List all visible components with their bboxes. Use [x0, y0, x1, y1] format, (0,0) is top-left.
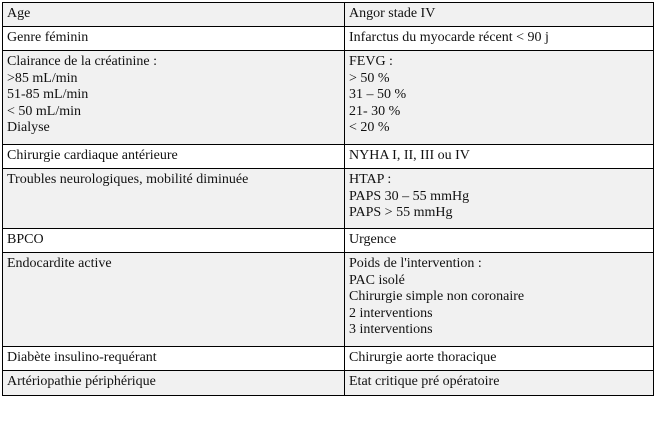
right-cell: [345, 27, 654, 51]
cell-line: Chirurgie cardiaque antérieure: [7, 148, 178, 163]
cell-line: PAPS > 55 mmHg: [349, 205, 453, 220]
left-cell: [3, 253, 345, 347]
left-cell: [3, 347, 345, 371]
cell-line: Urgence: [349, 232, 397, 247]
cell-line: HTAP :: [349, 172, 392, 187]
table-row: [3, 347, 654, 371]
cell-line: Clairance de la créatinine :: [7, 54, 158, 69]
cell-line: < 20 %: [349, 120, 390, 135]
right-cell: [345, 169, 654, 229]
left-cell: [3, 145, 345, 169]
table-row: [3, 27, 654, 51]
right-cell: [345, 253, 654, 347]
left-cell: [3, 229, 345, 253]
cell-line: Genre féminin: [7, 30, 89, 45]
cell-line: < 50 mL/min: [7, 103, 82, 119]
left-cell: [3, 169, 345, 229]
cell-line: 21- 30 %: [349, 103, 401, 119]
cell-line: Chirurgie aorte thoracique: [349, 350, 497, 365]
left-cell: [3, 371, 345, 396]
table-row: [3, 145, 654, 169]
cell-line: Age: [7, 6, 31, 21]
right-cell: [345, 347, 654, 371]
cell-line: > 50 %: [349, 70, 390, 86]
table-row: [3, 51, 654, 145]
cell-line: Infarctus du myocarde récent < 90 j: [349, 30, 549, 45]
right-cell: [345, 229, 654, 253]
right-cell: [345, 51, 654, 145]
cell-line: NYHA I, II, III ou IV: [349, 148, 470, 163]
cell-line: Endocardite active: [7, 256, 112, 271]
cell-line: PAPS 30 – 55 mmHg: [349, 188, 470, 204]
cell-line: Troubles neurologiques, mobilité diminuée: [7, 172, 249, 187]
cell-line: >85 mL/min: [7, 70, 78, 86]
cell-line: 51-85 mL/min: [7, 87, 89, 102]
risk-factors-table: [2, 2, 654, 396]
cell-line: Angor stade IV: [349, 6, 436, 21]
right-cell: [345, 145, 654, 169]
table-row: [3, 3, 654, 27]
right-cell: [345, 371, 654, 396]
cell-line: 31 – 50 %: [349, 87, 407, 102]
cell-line: Poids de l'intervention :: [349, 256, 482, 271]
cell-line: FEVG :: [349, 54, 393, 69]
cell-line: 2 interventions: [349, 305, 433, 321]
left-cell: [3, 3, 345, 27]
cell-line: PAC isolé: [349, 272, 405, 288]
cell-line: BPCO: [7, 232, 44, 247]
cell-line: Etat critique pré opératoire: [349, 374, 500, 389]
cell-line: 3 interventions: [349, 322, 433, 337]
cell-line: Artériopathie périphérique: [7, 374, 156, 389]
table-row: [3, 229, 654, 253]
left-cell: [3, 51, 345, 145]
left-cell: [3, 27, 345, 51]
cell-line: Dialyse: [7, 120, 50, 135]
cell-line: Chirurgie simple non coronaire: [349, 289, 525, 304]
table-row: [3, 253, 654, 347]
table-row: [3, 169, 654, 229]
right-cell: [345, 3, 654, 27]
cell-line: Diabète insulino-requérant: [7, 350, 157, 365]
table-row: [3, 371, 654, 396]
